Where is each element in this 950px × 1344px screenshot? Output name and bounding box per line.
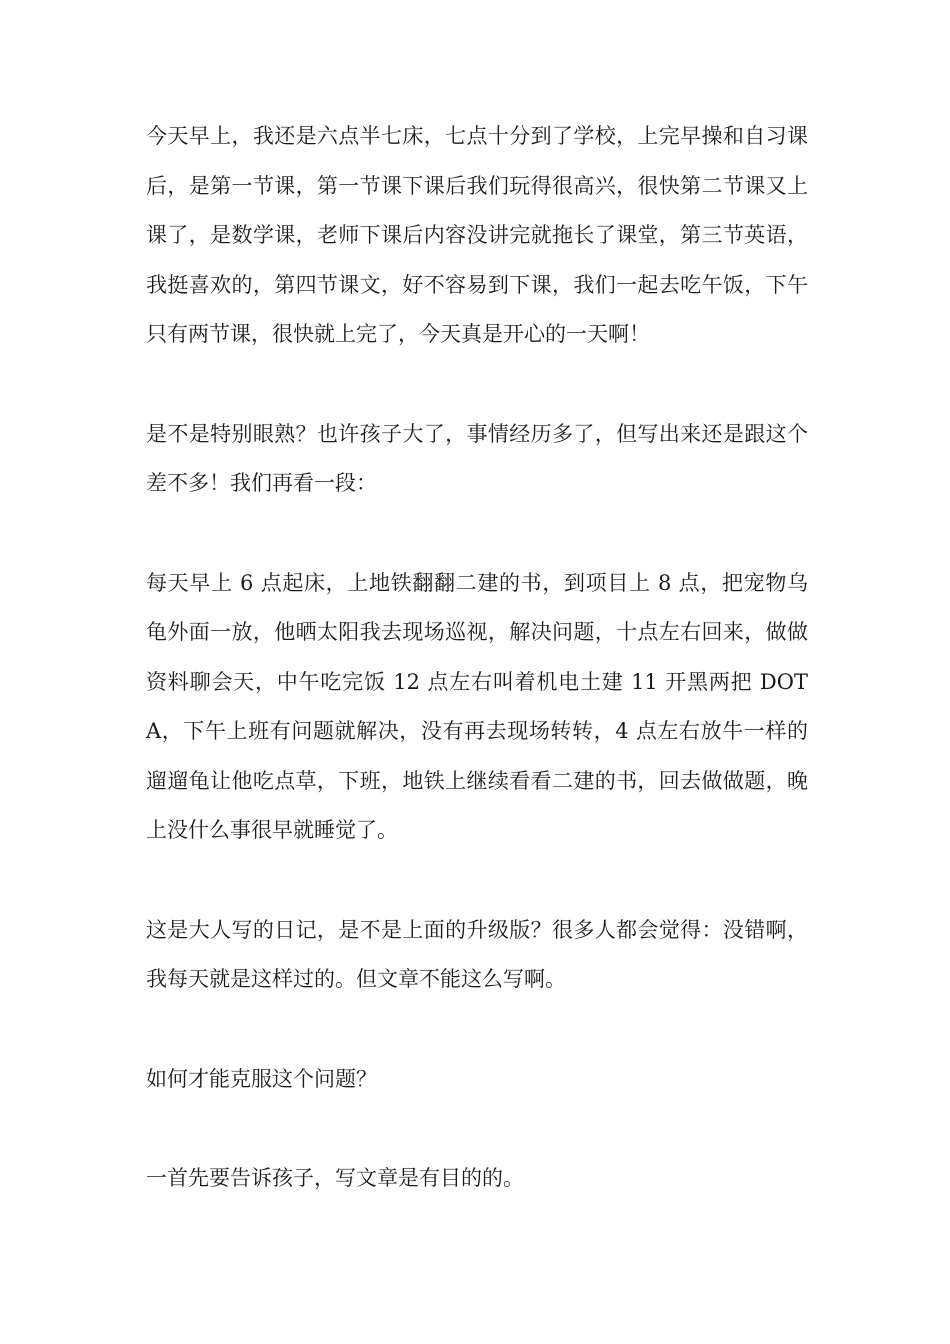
paragraph-4: 这是大人写的日记，是不是上面的升级版？很多人都会觉得：没错啊，我每天就是这样过的。但文章不能这么写啊。	[146, 917, 808, 991]
paragraph-1: 今天早上，我还是六点半七床，七点十分到了学校，上完早操和自习课后，是第一节课，第一节课下课后我们玩得很高兴，很快第二节课又上课了，是数学课，老师下课后内容没讲完就拖长了课堂，第三节英语，我挺喜欢的，第四节课文，好不容易到下课，我们一起去吃午饭，下午只有两节课，很快就上完了，今天真是开心的一天啊！	[146, 124, 808, 346]
paragraph-2: 是不是特别眼熟？也许孩子大了，事情经历多了，但写出来还是跟这个差不多！我们再看一段：	[146, 421, 808, 495]
paragraph-6: 一首先要告诉孩子，写文章是有目的的。	[146, 1166, 524, 1190]
paragraph-3: 每天早上 6 点起床，上地铁翻翻二建的书，到项目上 8 点，把宠物乌龟外面一放，他晒太阳我去现场巡视，解决问题，十点左右回来，做做资料聊会天，中午吃完饭 12 点左右叫着机电土建 11 开黑两把 DOTA，下午上班有问题就解决，没有再去现场转转，4 点左右放牛一样的遛遛龟让他吃点草，下班，地铁上继续看看二建的书，回去做做题，晚上没什么事很早就睡觉了。	[146, 570, 808, 842]
document-body	[146, 112, 808, 1254]
paragraph-5: 如何才能克服这个问题？	[146, 1066, 377, 1091]
